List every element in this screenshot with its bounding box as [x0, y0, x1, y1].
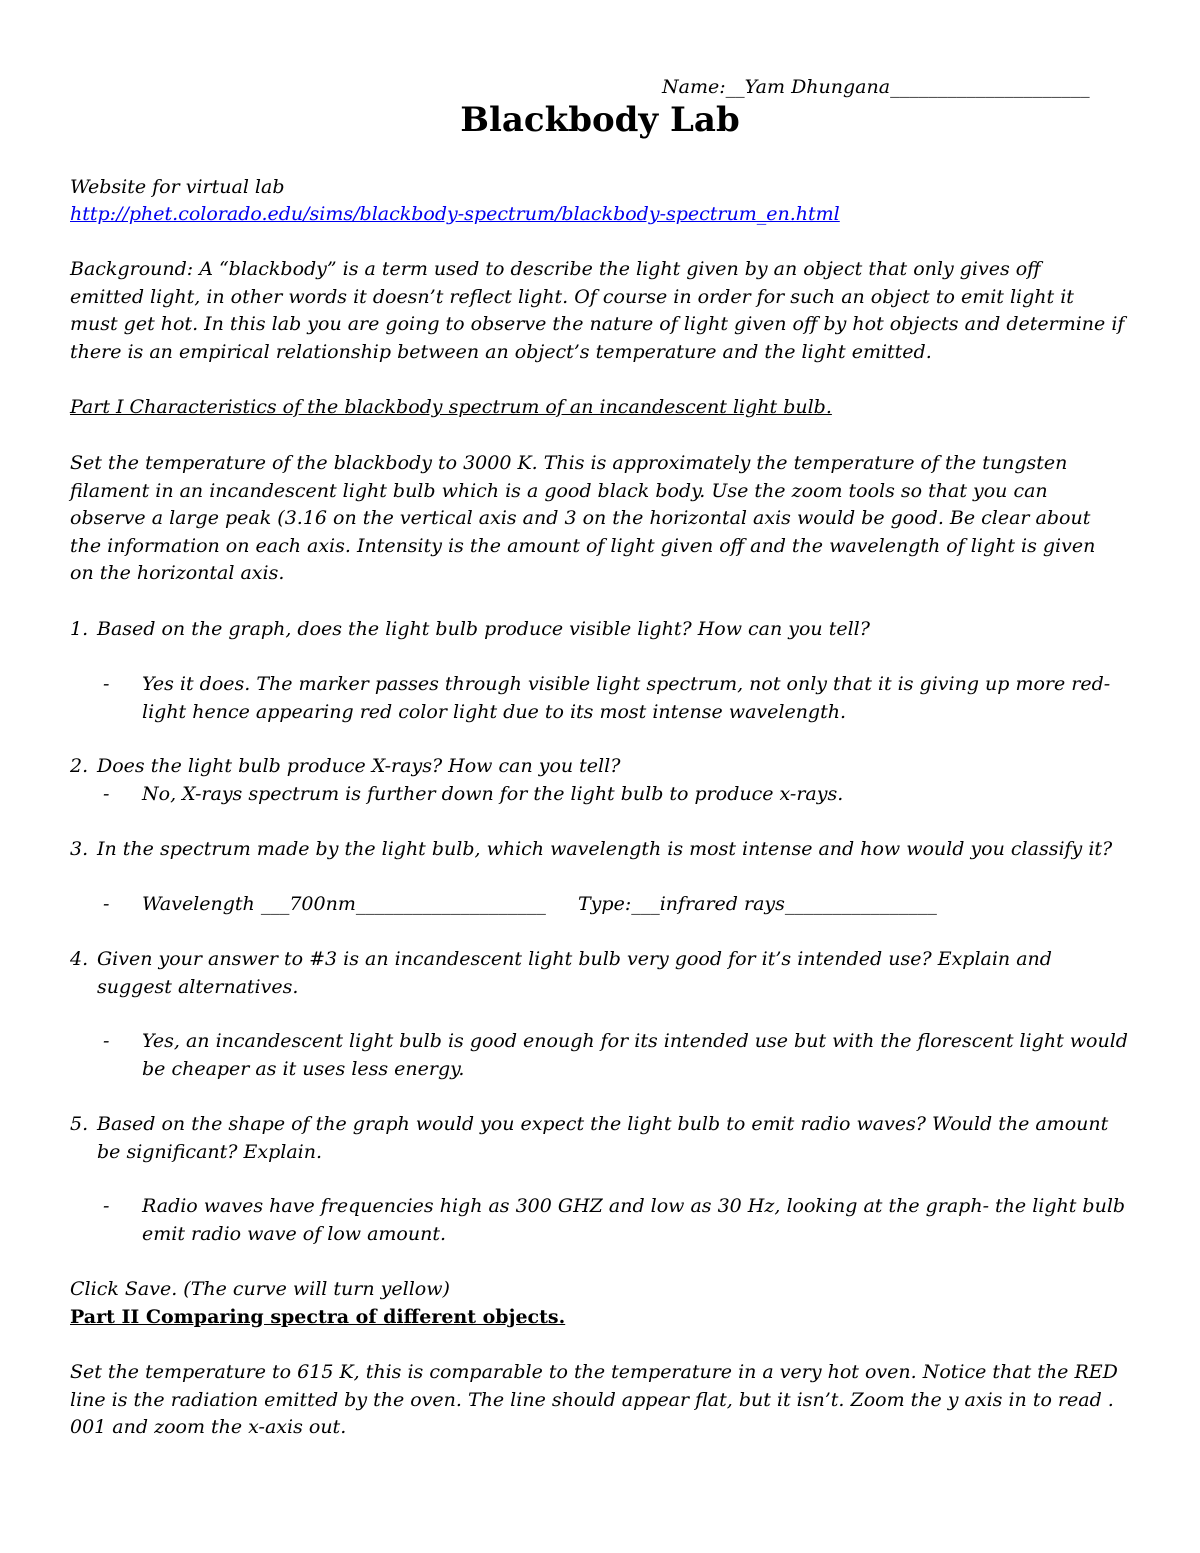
question-number: 4.: [70, 948, 89, 970]
instruction-line: filament in an incandescent light bulb which is a good black body. Use the zoom tools so that you can: [70, 479, 1048, 502]
question-text: Does the light bulb produce X-rays? How can you tell?: [97, 755, 621, 777]
answer-line: Yes, an incandescent light bulb is good enough for its intended use but with the florescent light would: [142, 1030, 1128, 1052]
page-title: Blackbody Lab: [460, 100, 740, 140]
part2-heading: [70, 1304, 1140, 1332]
website-label: Website for virtual lab: [70, 176, 285, 198]
name-line: Name:__Yam Dhungana_____________________: [662, 76, 1090, 98]
instruction-line: observe a large peak (3.16 on the vertical axis and 3 on the horizontal axis would be good. Be clear about: [70, 507, 1091, 529]
answer-line: be cheaper as it uses less energy.: [142, 1057, 465, 1080]
instruction-line: Set the temperature of the blackbody to 3000 K. This is approximately the temperature of the tungsten: [70, 452, 1068, 474]
instruction-line: on the horizontal axis.: [70, 562, 285, 584]
part2-paragraph: [70, 1359, 1140, 1442]
answer-line: emit radio wave of low amount.: [142, 1222, 447, 1245]
question-line: Based on the shape of the graph would you expect the light bulb to emit radio waves? Would the amount: [97, 1113, 1109, 1135]
part2-line: line is the radiation emitted by the oven. The line should appear flat, but it isn’t. Zoom the y axis in to read .: [70, 1388, 1114, 1411]
question-line: suggest alternatives.: [97, 975, 299, 998]
answer-line: Radio waves have frequencies high as 300 GHZ and low as 30 Hz, looking at the graph- the light bulb: [142, 1195, 1126, 1217]
answer-dash: -: [103, 673, 110, 695]
answer-text: [142, 671, 1137, 726]
question-number: 3.: [70, 838, 89, 860]
question-number: 5.: [70, 1113, 89, 1135]
part2-line: Set the temperature to 615 K, this is comparable to the temperature in a very hot oven. Notice that the RED: [70, 1361, 1118, 1383]
answer-text: [142, 1028, 1137, 1083]
background-line: there is an empirical relationship between an object’s temperature and the light emitted.: [70, 340, 932, 363]
answer-line: Yes it does. The marker passes through visible light spectrum, not only that it is giving up more red-: [142, 673, 1111, 695]
part1-heading-text: Part I Characteristics of the blackbody spectrum of an incandescent light bulb.: [70, 396, 832, 418]
answer-text: No, X-rays spectrum is further down for the light bulb to produce x-rays.: [142, 783, 844, 805]
website-link[interactable]: http://phet.colorado.edu/sims/blackbody-spectrum/blackbody-spectrum_en.html: [70, 203, 840, 225]
question-number: 2.: [70, 755, 89, 777]
wavelength-answer: Wavelength ___700nm____________________: [142, 893, 546, 915]
question-text: [97, 946, 1137, 1001]
background-line: emitted light, in other words it doesn’t reflect light. Of course in order for such an object to emit light it: [70, 285, 1074, 308]
answer-dash: -: [103, 893, 110, 915]
save-note: Click Save. (The curve will turn yellow): [70, 1278, 450, 1300]
answer-text: [142, 1193, 1137, 1248]
background-line: Background: A “blackbody” is a term used to describe the light given by an object that only gives off: [70, 258, 1041, 280]
background-paragraph: [70, 256, 1140, 366]
question-text: In the spectrum made by the light bulb, which wavelength is most intense and how would you classify it?: [97, 838, 1113, 860]
background-line: must get hot. In this lab you are going to observe the nature of light given off by hot objects and determine if: [70, 313, 1125, 335]
part2-line: 001 and zoom the x-axis out.: [70, 1416, 347, 1438]
part2-heading-text: Part II Comparing spectra of different objects.: [70, 1306, 566, 1328]
part1-instructions: [70, 450, 1140, 588]
question-text: [97, 1111, 1137, 1166]
question-line: be significant? Explain.: [97, 1140, 322, 1163]
answer-dash: -: [103, 1030, 110, 1052]
answer-line: light hence appearing red color light due to its most intense wavelength.: [142, 700, 847, 723]
instruction-line: the information on each axis. Intensity is the amount of light given off and the wavelength of light is given: [70, 534, 1096, 557]
part1-heading: [70, 394, 1140, 422]
question-number: 1.: [70, 618, 89, 640]
answer-dash: -: [103, 1195, 110, 1217]
answer-dash: -: [103, 783, 110, 805]
question-line: Given your answer to #3 is an incandescent light bulb very good for it’s intended use? Explain and: [97, 948, 1052, 970]
question-text: Based on the graph, does the light bulb produce visible light? How can you tell?: [97, 618, 870, 640]
type-answer: Type:___infrared rays________________: [578, 893, 937, 915]
